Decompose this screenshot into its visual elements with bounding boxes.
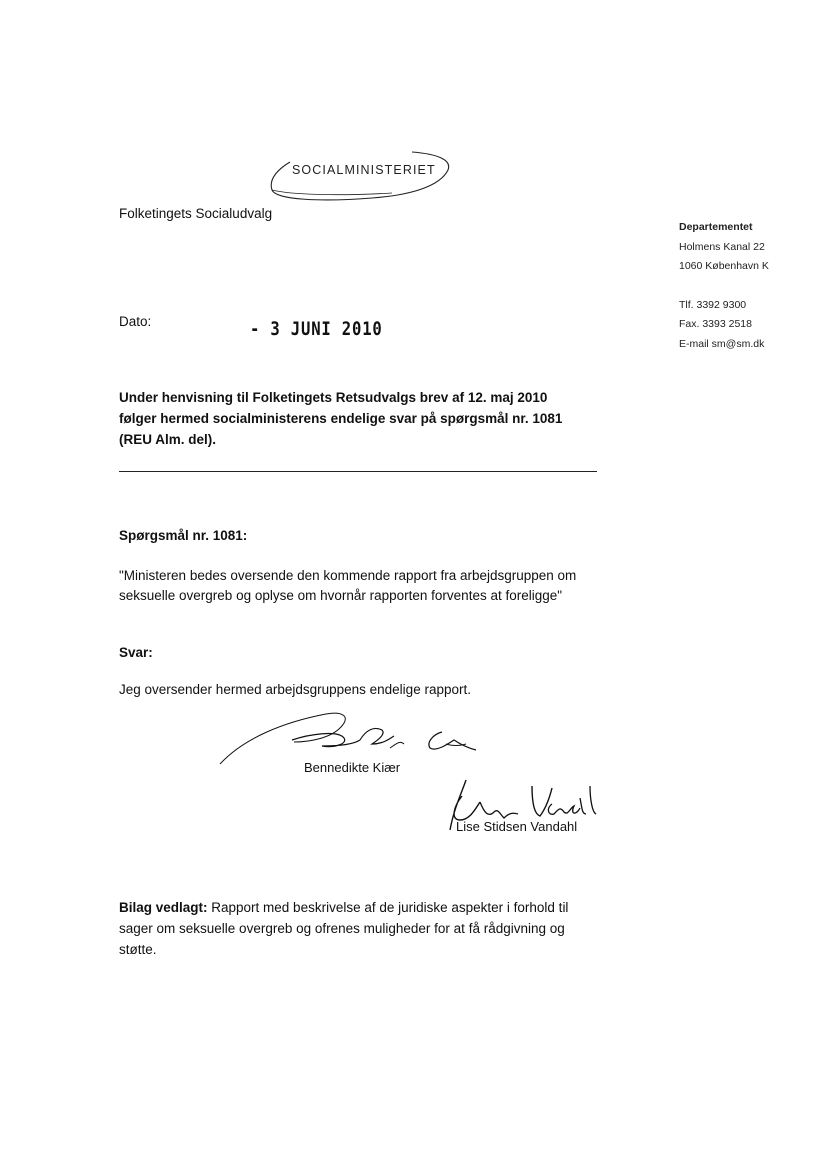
- enclosure-label: Bilag vedlagt:: [119, 900, 208, 915]
- signer-2-name: Lise Stidsen Vandahl: [456, 819, 578, 834]
- intro-line-1: Under henvisning til Folketingets Retsudvalgs brev af 12. maj 2010: [119, 390, 548, 405]
- date-stamp: - 3 JUNI 2010: [250, 318, 383, 340]
- divider-line: [119, 471, 597, 472]
- question-line-2: seksuelle overgreb og oplyse om hvornår rapporten forventes at foreligge": [119, 588, 563, 603]
- enclosure-line-2: sager om seksuelle overgreb og ofrenes muligheder for at få rådgivning og: [119, 921, 565, 936]
- contact-sidebar: [679, 218, 819, 354]
- question-line-1: "Ministeren bedes oversende den kommende rapport fra arbejdsgruppen om: [119, 568, 577, 583]
- phone-number: Tlf. 3392 9300: [679, 298, 747, 311]
- intro-line-2: følger hermed socialministerens endelige svar på spørgsmål nr. 1081: [119, 411, 563, 426]
- enclosure-line-1: Rapport med beskrivelse af de juridiske aspekter i forhold til: [207, 900, 569, 915]
- enclosure-note: [119, 897, 599, 960]
- question-text: [119, 566, 639, 606]
- recipient: Folketingets Socialudvalg: [119, 206, 273, 221]
- email-address: E-mail sm@sm.dk: [679, 337, 765, 350]
- enclosure-line-3: støtte.: [119, 942, 157, 957]
- answer-heading: Svar:: [119, 645, 153, 660]
- logo-swoosh-icon: [262, 148, 458, 210]
- question-heading: Spørgsmål nr. 1081:: [119, 528, 248, 543]
- fax-number: Fax. 3393 2518: [679, 318, 752, 330]
- answer-text: Jeg oversender hermed arbejdsgruppens endelige rapport.: [119, 682, 471, 697]
- intro-paragraph: [119, 387, 619, 450]
- logo-text: SOCIALMINISTERIET: [292, 163, 436, 177]
- intro-line-3: (REU Alm. del).: [119, 432, 217, 447]
- date-label: Dato:: [119, 314, 152, 329]
- address-line-2: 1060 København K: [679, 260, 769, 272]
- ministry-logo: [262, 148, 458, 210]
- department-name: Departementet: [679, 221, 753, 233]
- address-line-1: Holmens Kanal 22: [679, 240, 765, 253]
- signer-1-name: Bennedikte Kiær: [304, 760, 401, 775]
